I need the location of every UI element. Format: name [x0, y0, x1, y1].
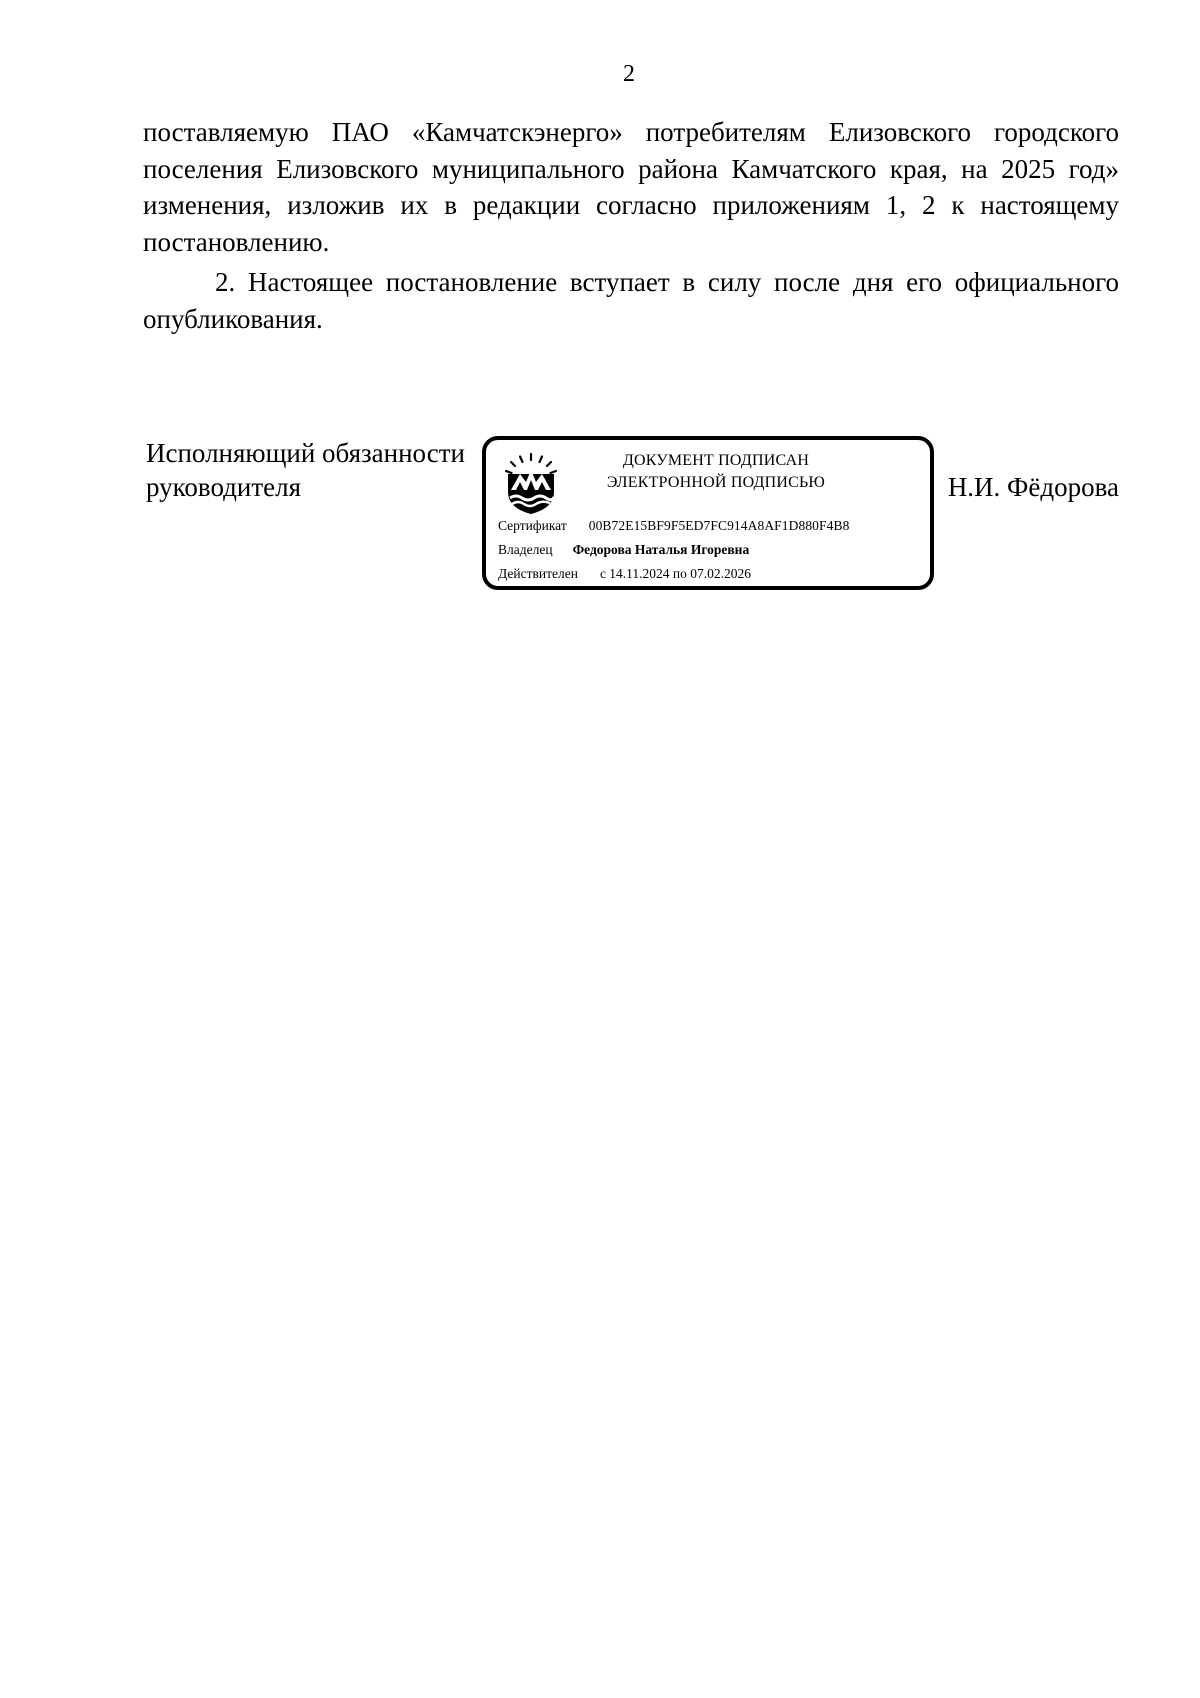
signatory-position [146, 436, 465, 504]
electronic-signature-stamp [482, 436, 934, 590]
stamp-certificate-row [498, 517, 849, 535]
owner-label: Владелец [498, 542, 553, 557]
body-paragraph-1 [143, 114, 1119, 260]
signatory-position-line: руководителя [146, 472, 302, 502]
paragraph-line: 2. Настоящее постановление вступает в силу после дня его официального [215, 267, 1119, 297]
paragraph-line: опубликования. [143, 303, 323, 334]
stamp-validity-row [498, 565, 751, 583]
certificate-label: Сертификат [498, 518, 567, 533]
stamp-title-line: ДОКУМЕНТ ПОДПИСАН [622, 452, 810, 469]
kamchatka-coat-of-arms-icon [502, 452, 560, 516]
signatory-position-line: Исполняющий обязанности [146, 438, 465, 468]
owner-value: Федорова Наталья Игоревна [572, 542, 750, 557]
paragraph-line: изменения, изложив их в редакции согласно приложениям 1, 2 к настоящему [143, 190, 1119, 220]
paragraph-line: постановлению. [143, 226, 330, 257]
certificate-value: 00B72E15BF9F5ED7FC914A8AF1D880F4B8 [588, 518, 850, 533]
validity-label: Действителен [498, 566, 578, 581]
paragraph-line: поселения Елизовского муниципального района Камчатского края, на 2025 год» [143, 153, 1119, 184]
stamp-owner-row [498, 541, 749, 559]
paragraph-line: поставляемую ПАО «Камчатскэнерго» потребителям Елизовского городского [143, 117, 1119, 147]
signatory-name: Н.И. Фёдорова [947, 472, 1119, 502]
body-paragraph-2 [143, 264, 1119, 337]
page-number: 2 [623, 61, 635, 87]
validity-value: с 14.11.2024 по 07.02.2026 [599, 566, 752, 581]
stamp-title-line: ЭЛЕКТРОННОЙ ПОДПИСЬЮ [606, 474, 826, 491]
